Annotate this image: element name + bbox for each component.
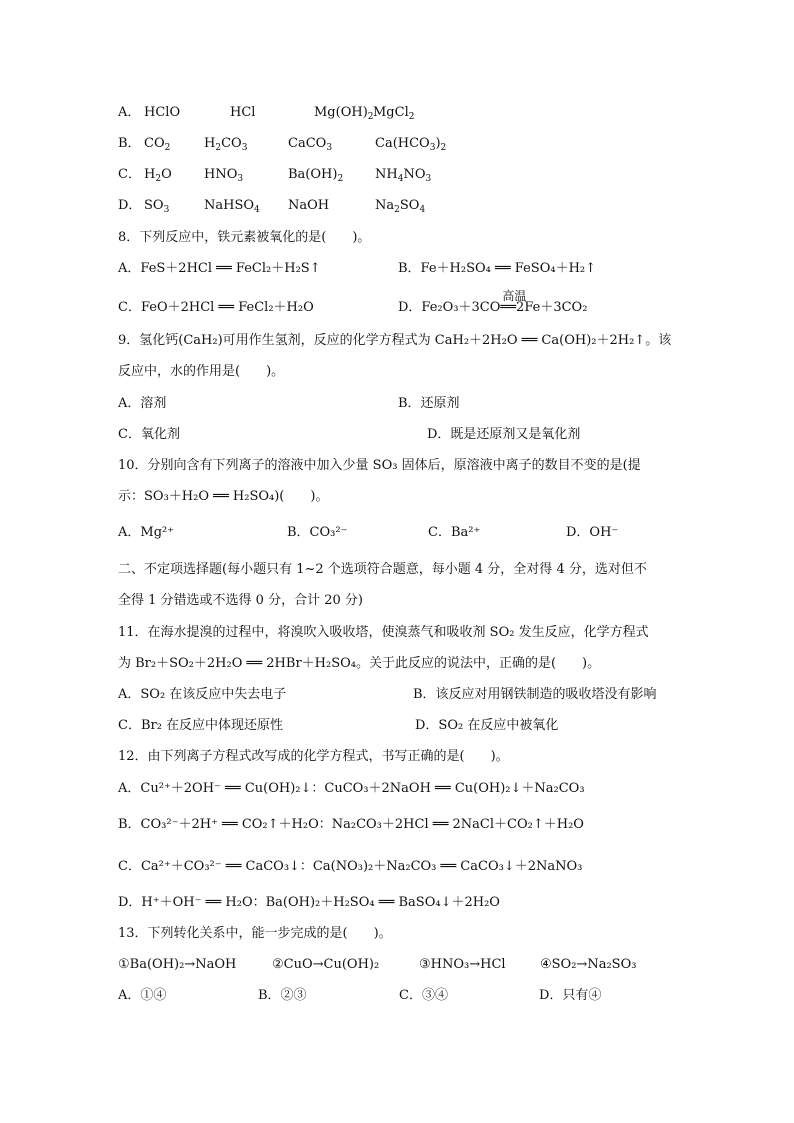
formula: $CO_2$ <box>144 136 171 153</box>
formula: $Na_2SO_4$ <box>375 198 426 215</box>
formula: $Mg(OH)_2$ <box>314 105 374 122</box>
q11-option-c: C．Br₂ 在反应中体现还原性 <box>118 718 284 733</box>
q10-stem-line1: 10．分别向含有下列离子的溶液中加入少量 SO₃ 固体后，原溶液中离子的数目不变的是(提 <box>118 458 641 473</box>
formula: MgCl$_2$ <box>373 105 415 122</box>
q13-item-2: ②CuO→Cu(OH)₂ <box>272 957 380 972</box>
q10-option-c: C．Ba²⁺ <box>428 525 481 540</box>
formula: NaOH <box>288 198 330 213</box>
q13-item-4: ④SO₂→Na₂SO₃ <box>540 957 637 972</box>
q13-option-d: D．只有④ <box>539 988 602 1003</box>
q12-option-b: B．CO₃²⁻＋2H⁺ ══ CO₂↑＋H₂O：Na₂CO₃＋2HCl ══ 2NaCl＋CO₂↑＋H₂O <box>118 817 584 832</box>
q9-option-c: C．氧化剂 <box>118 427 180 442</box>
q11-stem-line1: 11．在海水提溴的过程中，将溴吹入吸收塔，使溴蒸气和吸收剂 SO₂ 发生反应，化学方程式 <box>118 625 649 640</box>
q13-stem: 13．下列转化关系中，能一步完成的是( )。 <box>118 926 392 941</box>
option-label: C． <box>118 167 141 182</box>
q9-stem-line1: 9．氢化钙(CaH₂)可用作生氢剂，反应的化学方程式为 CaH₂＋2H₂O ══ Ca(OH)₂＋2H₂↑。该 <box>118 333 672 348</box>
q10-stem-line2: 示：SO₃＋H₂O ══ H₂SO₄)( )。 <box>118 489 329 504</box>
formula: $HNO_3$ <box>204 167 244 184</box>
q13-item-1: ①Ba(OH)₂→NaOH <box>118 957 237 972</box>
formula: $SO_3$ <box>144 198 170 215</box>
q9-option-b: B．还原剂 <box>398 396 460 411</box>
formula: HClO <box>144 105 181 120</box>
q13-option-c: C．③④ <box>399 988 448 1003</box>
option-label: D． <box>118 198 142 213</box>
q12-option-c: C．Ca²⁺＋CO₃²⁻ ══ CaCO₃↓：Ca(NO₃)₂＋Na₂CO₃ ══ CaCO₃↓＋2NaNO₃ <box>118 859 583 874</box>
q11-option-d: D．SO₂ 在反应中被氧化 <box>415 718 559 733</box>
q10-option-a: A．Mg²⁺ <box>118 525 175 540</box>
q13-option-b: B．②③ <box>258 988 307 1003</box>
q13-option-a: A．①④ <box>118 988 167 1003</box>
q12-option-a: A．Cu²⁺＋2OH⁻ ══ Cu(OH)₂↓：CuCO₃＋2NaOH ══ Cu(OH)₂↓＋Na₂CO₃ <box>118 781 585 796</box>
q8-stem: 8．下列反应中，铁元素被氧化的是( )。 <box>118 230 371 245</box>
q9-stem-line2: 反应中，水的作用是( )。 <box>118 364 285 379</box>
option-label: A． <box>118 105 141 120</box>
q12-option-d: D．H⁺＋OH⁻ ══ H₂O：Ba(OH)₂＋H₂SO₄ ══ BaSO₄↓＋2H₂O <box>118 895 500 910</box>
formula: HCl <box>230 105 256 120</box>
formula: $H_2CO_3$ <box>204 136 248 153</box>
formula: $Ca(HCO_3)_2$ <box>375 136 447 153</box>
q9-option-a: A．溶剂 <box>118 396 167 411</box>
section-heading-line2: 全得 1 分错选或不选得 0 分，合计 20 分) <box>118 593 363 608</box>
q10-option-d: D．OH⁻ <box>566 525 619 540</box>
formula: $H_2O$ <box>144 167 172 184</box>
q10-option-b: B．CO₃²⁻ <box>287 525 348 540</box>
q12-stem: 12．由下列离子方程式改写成的化学方程式，书写正确的是( )。 <box>118 749 509 764</box>
reaction-condition: 高温 <box>502 289 527 303</box>
q11-option-b: B．该反应对用钢铁制造的吸收塔没有影响 <box>413 687 657 702</box>
q11-stem-line2: 为 Br₂＋SO₂＋2H₂O ══ 2HBr＋H₂SO₄。关于此反应的说法中，正确的是( )。 <box>118 656 601 671</box>
section-heading-line1: 二、不定项选择题(每小题只有 1~2 个选项符合题意，每小题 4 分，全对得 4 分，选对但不 <box>118 562 647 577</box>
formula: NaHSO$_4$ <box>204 198 260 215</box>
formula: $Ba(OH)_2$ <box>288 167 344 184</box>
formula: $NH_4NO_3$ <box>375 167 432 184</box>
q8-option-b: B．Fe＋H₂SO₄ ══ FeSO₄＋H₂↑ <box>398 261 597 276</box>
formula: CaCO$_3$ <box>288 136 333 153</box>
q8-option-c: C．FeO＋2HCl ══ FeCl₂＋H₂O <box>118 300 314 315</box>
q11-option-a: A．SO₂ 在该反应中失去电子 <box>118 687 287 702</box>
q13-item-3: ③HNO₃→HCl <box>419 957 506 972</box>
option-label: B． <box>118 136 141 151</box>
q8-option-a: A．FeS＋2HCl ══ FeCl₂＋H₂S↑ <box>118 261 321 276</box>
q8-option-d: D．Fe₂O₃＋3CO 高温 ══2Fe＋3CO₂ <box>398 289 588 315</box>
q9-option-d: D．既是还原剂又是氧化剂 <box>427 427 581 442</box>
